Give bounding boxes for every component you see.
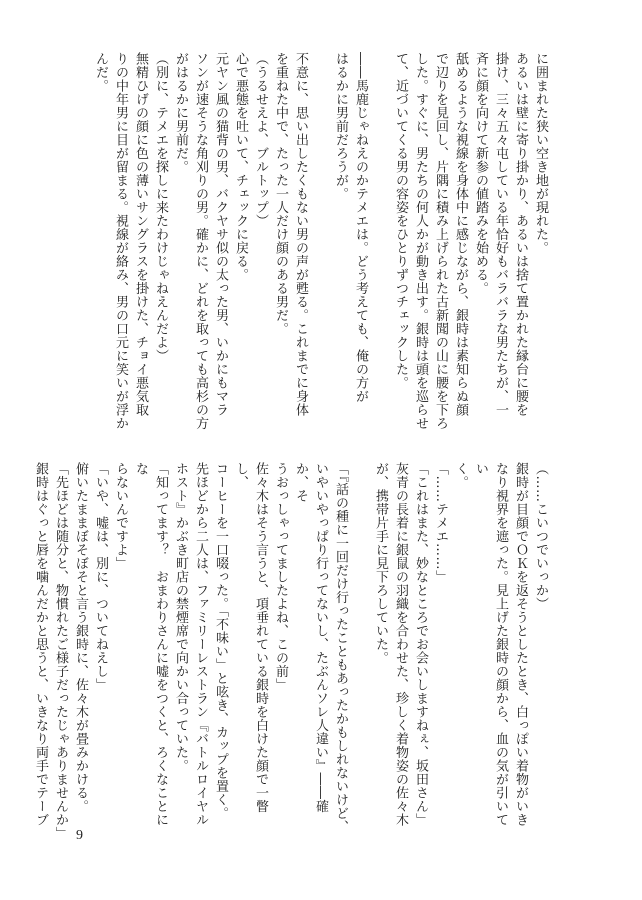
text-line: 銀時が目顔でＯＫを返そうとしたとき、白っぽい着物がいき [513,462,528,827]
text-line: 不意に、思い出したくもない男の声が甦る。これまでに身体 [293,52,308,417]
text-line: がはるかに男前だ。 [173,52,188,174]
text-block-top [80,52,550,457]
text-line: 俯いたままぼそぼそと言う銀時に、佐々木が畳みかける。 [73,462,88,813]
text-line: 銀時はぐっと唇を噛んだかと思うと、いきなり両手でテーブ [33,462,48,827]
text-line: 「知ってます？ おまわりさんに嘘をつくと、ろくなことにな [133,462,168,827]
text-line: ソンが速そうな角刈りの男。確かに、どれを取っても高杉の方 [193,52,208,430]
text-line: 舐めるような視線を身体中に感じながら、銀時は素知らぬ顔 [453,52,468,417]
text-line: く。 [453,462,468,489]
text-line: を重ねた中で、たった一人だけ顔のある男だ。 [273,52,288,336]
text-line: 無精ひげの顔に色の薄いサングラスを掛けた、チョイ悪気取 [133,52,148,417]
text-line: りの中年男に目が留まる。視線が絡み、男の口元に笑いが浮か [113,52,128,430]
text-line: んだ。 [93,52,108,93]
text-line: 「……テメエ……」 [433,462,448,584]
page-number: 9 [76,828,83,843]
text-line: が、携帯片手に見下ろしていた。 [373,462,388,665]
text-line: （別に、テメエを探しに来たわけじゃねえんだよ） [153,52,168,363]
text-line: に囲まれた狭い空き地が現れた。 [533,52,548,255]
text-line: 「いや、嘘は、別に、ついてねえし」 [93,462,108,692]
text-line: なり視界を遮った。見上げた銀時の顔から、血の気が引いてい [473,462,508,827]
text-line: （……こいつでいっか） [533,462,548,611]
text-line: はるかに男前だろうが。 [333,52,348,201]
text-line: らないんですよ」 [113,462,128,570]
text-line: ホスト』かぶき町店の禁煙席で向かい合っていた。 [173,462,188,773]
text-line: 先ほどから二人は、ファミリーレストラン『バトルロイヤル [193,462,208,827]
text-line: 元ヤン風の猫背の男、バクヤサ似の太った男、いかにもマラ [213,52,228,417]
text-line: 灰青の長着に銀鼠の羽織を合わせた、珍しく着物姿の佐々木 [393,462,408,827]
text-line [350,462,370,835]
text-line: 「『話の種に一回だけ行ったこともあったかもしれないけど、 [333,462,348,834]
text-line: 斉に顔を向けて新参の値踏みを始める。 [473,52,488,295]
text-line: で辺りを見回し、片隅に積み上げられた古新聞の山に腰を下ろ [433,52,448,430]
text-line: 掛け、三々五々屯している年恰好もバラバラな男たちが、一 [493,52,508,417]
text-line: 「先ほどは随分と、物慣れたご様子だったじゃありませんか」 [53,462,68,840]
text-line: ――馬鹿じゃねえのかテメエは。どう考えても、俺の方が [353,52,368,403]
text-line: 「これはまた、妙なところでお会いしますねぇ、坂田さん」 [413,462,428,827]
text-line: うおっしゃってましたよね、この前」 [273,462,288,692]
text-line: した。すぐに、男たちの何人かが動き出す。銀時は頭を巡らせ [413,52,428,430]
text-line: いやいやっぱり行ってないし、たぶんソレ人違い』――確か、そ [293,462,328,813]
text-line: （うるせえよ、ブルトップ） [253,52,268,228]
text-line: あるいは壁に寄り掛かり、あるいは捨て置かれた縁台に腰を [513,52,528,417]
text-line [370,52,390,457]
text-line: 心で悪態を吐いて、チェックに戻る。 [233,52,248,282]
text-block-bottom [33,462,550,840]
text-line: 佐々木はそう言うと、項垂れている銀時を白けた顔で一瞥し、 [233,462,268,813]
text-line: コーヒーを一口啜った。「不味い」と呟き、カップを置く。 [213,462,228,820]
text-line: て、近づいてくる男の容姿をひとりずつチェックした。 [393,52,408,390]
text-line [310,52,330,457]
